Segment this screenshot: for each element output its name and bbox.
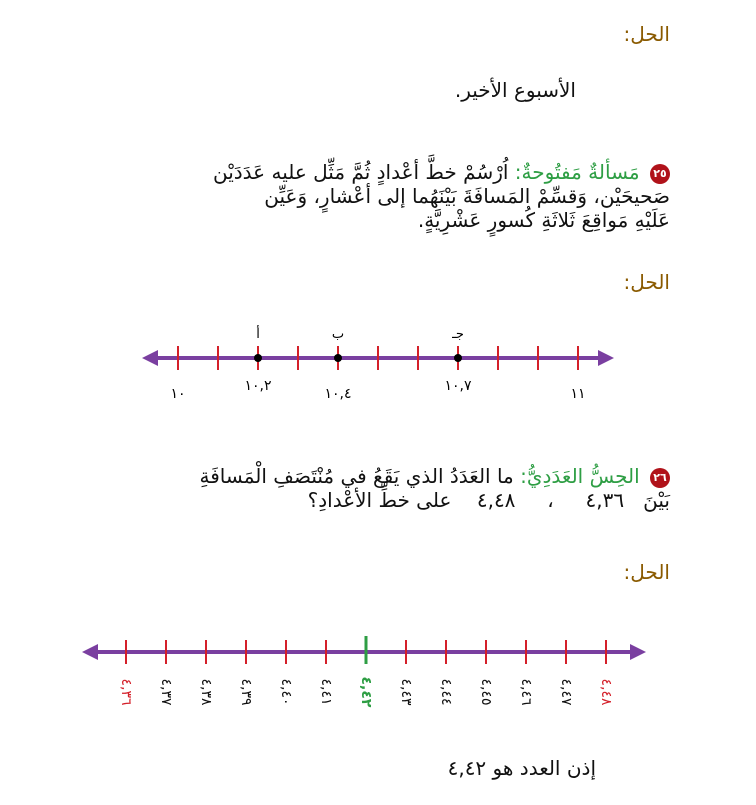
question-25-text-2: صَحيحَيْن، وَقسِّمْ المَسافَةَ بَيْنَهُما إلى أعْشارٍ، وَعَيِّن bbox=[264, 184, 670, 208]
question-25-line1 bbox=[110, 160, 670, 184]
solution-label-3: الحل: bbox=[623, 560, 670, 584]
number-line-2 bbox=[0, 628, 756, 728]
conclusion bbox=[448, 756, 596, 780]
tick-label: ٤,٤٦ bbox=[518, 678, 534, 706]
left-arrow-icon bbox=[142, 350, 158, 366]
question-25-text-3: عَلَيْهِ مَواقِعَ ثَلاثَةِ كُسورٍ عَشْرِيَّةٍ. bbox=[417, 208, 670, 232]
question-26-line1 bbox=[110, 464, 670, 488]
right-arrow-icon bbox=[630, 644, 646, 660]
tick-label: ٤,٤٣ bbox=[398, 678, 414, 706]
tick-label-10: ١٠ bbox=[170, 386, 186, 402]
comma: ، bbox=[547, 488, 554, 512]
point-a-dot bbox=[254, 354, 262, 362]
tick-label: ٤,٤٥ bbox=[478, 678, 494, 706]
tick-label: ٤,٤٧ bbox=[558, 678, 574, 706]
question-number-badge: ٢٦ bbox=[650, 468, 670, 488]
conclusion-value: ٤,٤٢ bbox=[447, 756, 487, 780]
question-number-badge: ٢٥ bbox=[650, 164, 670, 184]
number-line-1 bbox=[0, 318, 756, 408]
point-label-a: أ bbox=[256, 327, 260, 342]
right-arrow-icon bbox=[598, 350, 614, 366]
tick-label: ٤,٤٨ bbox=[598, 678, 614, 706]
question-26-between: بَيْنَ bbox=[643, 488, 670, 512]
question-26-text-2: على خطِّ الأعْدادِ؟ bbox=[307, 488, 452, 512]
question-25-text-1: اُرْسُمْ خطَّ أعْدادٍ ثُمَّ مَثِّل عليه عَدَدَيْن bbox=[212, 160, 509, 184]
question-25-title: مَسألةٌ مَفتُوحةٌ: bbox=[514, 160, 640, 184]
question-26-text-1: ما العَدَدُ الذي يَقَعُ في مُنْتَصَفِ الْمَسافَةِ bbox=[199, 464, 514, 488]
question-25 bbox=[110, 160, 670, 232]
tick-label-10-7: ١٠,٧ bbox=[444, 378, 472, 394]
question-26-title: الحِسُّ العَدَدِيُّ: bbox=[520, 464, 640, 488]
point-c-dot bbox=[454, 354, 462, 362]
tick-label: ٤,٣٩ bbox=[238, 678, 254, 706]
question-26 bbox=[110, 464, 670, 512]
tick-label: ٤,٤٢ bbox=[358, 676, 374, 708]
week-answer: الأسبوع الأخير. bbox=[454, 78, 576, 102]
value-b: ٤,٤٨ bbox=[476, 488, 516, 512]
solution-label-2: الحل: bbox=[623, 270, 670, 294]
tick-label: ٤,٣٦ bbox=[118, 678, 134, 706]
solution-label-1: الحل: bbox=[623, 22, 670, 46]
tick-label-10-2: ١٠,٢ bbox=[244, 378, 272, 394]
value-a: ٤,٣٦ bbox=[585, 488, 625, 512]
conclusion-text: إذن العدد هو bbox=[492, 756, 596, 780]
tick-label: ٤,٣٨ bbox=[198, 678, 214, 706]
tick-label: ٤,٤٤ bbox=[438, 678, 454, 706]
tick-label: ٤,٤١ bbox=[318, 678, 334, 706]
point-label-b: ب bbox=[331, 327, 345, 342]
tick-label: ٤,٤٠ bbox=[278, 678, 294, 706]
point-label-c: جـ bbox=[452, 327, 464, 342]
tick-group bbox=[118, 636, 614, 708]
question-26-line2 bbox=[110, 488, 670, 512]
left-arrow-icon bbox=[82, 644, 98, 660]
point-b-dot bbox=[334, 354, 342, 362]
tick-label-11: ١١ bbox=[570, 386, 586, 402]
tick-label-10-4: ١٠,٤ bbox=[324, 386, 352, 402]
tick-label: ٤,٣٧ bbox=[158, 678, 174, 706]
